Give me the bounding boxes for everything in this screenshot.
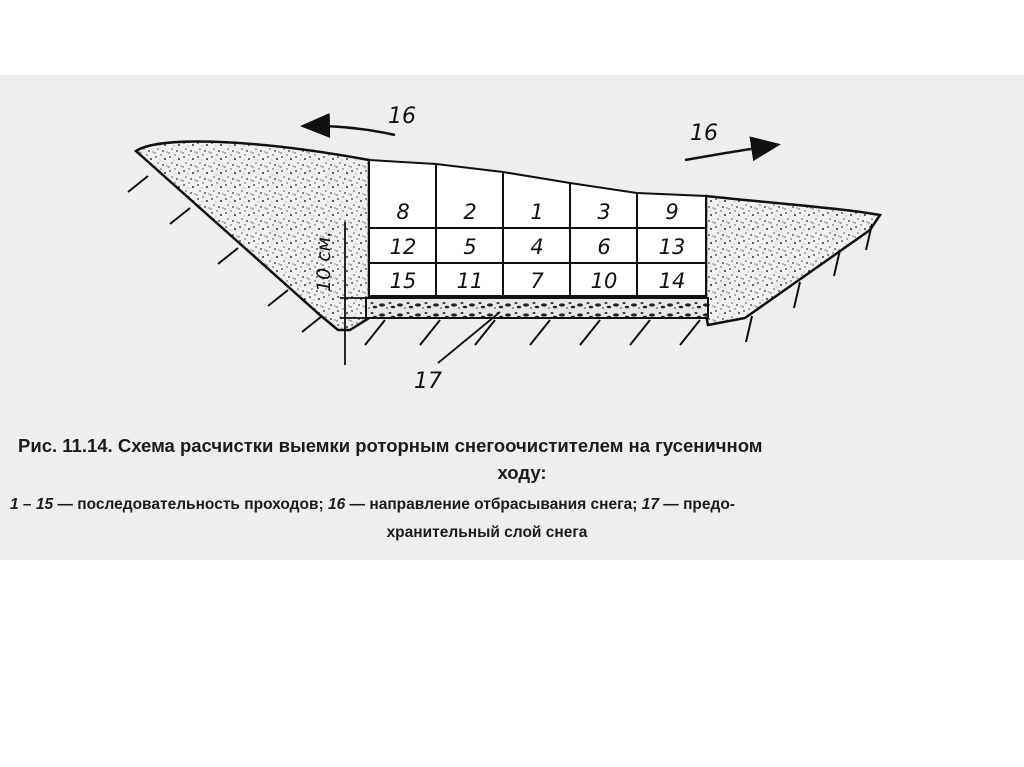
pass-number: 13 (658, 235, 686, 259)
legend-3-text: — предо- (658, 496, 735, 513)
caption-title: Рис. 11.14. Схема расчистки выемки роторным снегоочистителем на гусеничном (18, 435, 763, 456)
depth-label: 10 см. (313, 230, 335, 292)
legend-1-number: 1 – 15 (10, 496, 54, 513)
right-throw-arrow (685, 145, 776, 160)
pass-number: 6 (597, 235, 611, 259)
pass-number: 9 (665, 200, 679, 224)
pass-number: 5 (463, 235, 477, 259)
pass-number: 15 (389, 269, 417, 293)
caption-legend-continued: хранительный слой снега (386, 524, 588, 541)
layer-label: 17 (414, 369, 442, 394)
pass-number: 11 (456, 269, 484, 293)
pass-number: 10 (590, 269, 618, 293)
left-arrow-label: 16 (388, 104, 416, 129)
pass-number: 2 (463, 200, 477, 224)
right-arrow-label: 16 (690, 121, 718, 146)
pass-number: 14 (658, 269, 686, 293)
caption-title-continued: ходу: (497, 462, 547, 483)
layer-leader-line (438, 312, 500, 363)
pass-number: 8 (396, 200, 410, 224)
right-snow-bank (706, 196, 880, 325)
pass-number: 3 (597, 200, 611, 224)
legend-3-number: 17 (641, 496, 659, 513)
legend-1-text: — последовательность проходов; (53, 496, 328, 513)
legend-2-text: — направление отбрасывания снега; (345, 496, 642, 513)
left-throw-arrow (305, 126, 395, 135)
pass-number: 4 (530, 235, 544, 259)
protective-snow-layer (366, 298, 708, 318)
pass-number: 7 (530, 269, 544, 293)
pass-number: 1 (530, 200, 544, 224)
caption-legend (0, 496, 1024, 514)
pass-number: 12 (389, 235, 417, 259)
legend-2-number: 16 (327, 496, 346, 513)
